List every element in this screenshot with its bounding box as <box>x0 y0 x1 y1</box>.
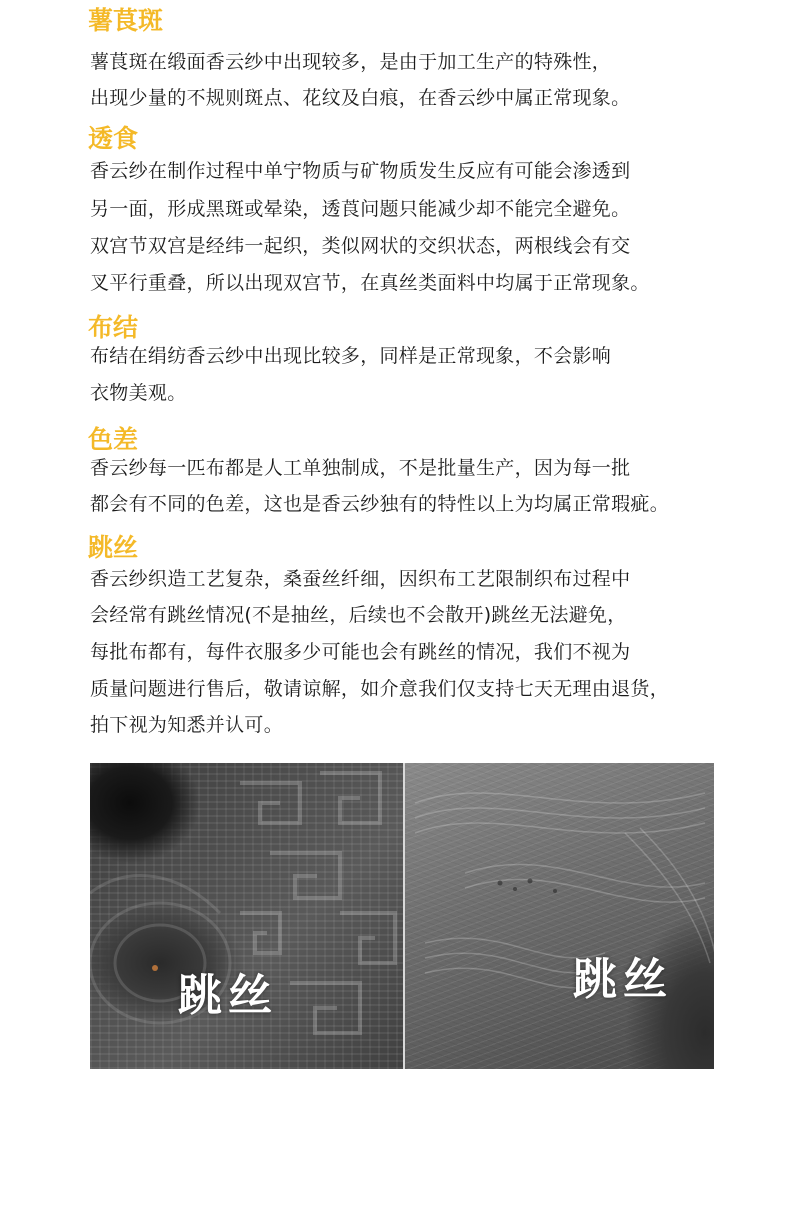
section-line: 出现少量的不规则斑点、花纹及白痕，在香云纱中属正常现象。 <box>90 87 631 109</box>
section-line: 拍下视为知悉并认可。 <box>90 714 284 736</box>
section-line: 香云纱织造工艺复杂，桑蚕丝纤细，因织布工艺限制织布过程中 <box>90 568 631 590</box>
fabric-photos <box>90 763 714 1069</box>
section-line: 每批布都有，每件衣服多少可能也会有跳丝的情况，我们不视为 <box>90 641 631 663</box>
photo-label-right: 跳丝 <box>573 954 673 1005</box>
fabric-pattern-left <box>90 763 403 1069</box>
section-line: 香云纱每一匹布都是人工单独制成，不是批量生产，因为每一批 <box>90 457 631 479</box>
section-title-bujie: 布结 <box>88 313 139 342</box>
photo-label-left: 跳丝 <box>178 970 278 1021</box>
fabric-photo-left <box>90 763 403 1069</box>
fabric-photo-right <box>405 763 714 1069</box>
section-line: 布结在绢纺香云纱中出现比较多，同样是正常现象，不会影响 <box>90 345 612 367</box>
section-line: 双宫节双宫是经纬一起织，类似网状的交织状态，两根线会有交 <box>90 235 631 257</box>
section-line: 会经常有跳丝情况(不是抽丝，后续也不会散开)跳丝无法避免， <box>90 604 627 626</box>
section-line: 质量问题进行售后，敬请谅解，如介意我们仅支持七天无理由退货， <box>90 678 670 700</box>
fabric-pattern-right <box>405 763 714 1069</box>
section-line: 香云纱在制作过程中单宁物质与矿物质发生反应有可能会渗透到 <box>90 160 631 182</box>
section-line: 薯茛斑在缎面香云纱中出现较多，是由于加工生产的特殊性， <box>90 51 612 73</box>
section-title-tiaosi: 跳丝 <box>88 533 139 562</box>
section-line: 另一面，形成黑斑或晕染，透莨问题只能减少却不能完全避免。 <box>90 198 631 220</box>
section-line: 衣物美观。 <box>90 382 187 404</box>
section-title-shulangban: 薯茛斑 <box>88 6 164 35</box>
section-title-secha: 色差 <box>88 425 139 454</box>
section-line: 叉平行重叠，所以出现双宫节，在真丝类面料中均属于正常现象。 <box>90 272 650 294</box>
section-line: 都会有不同的色差，这也是香云纱独有的特性以上为均属正常瑕疵。 <box>90 493 670 515</box>
section-title-toushi: 透食 <box>88 124 139 153</box>
